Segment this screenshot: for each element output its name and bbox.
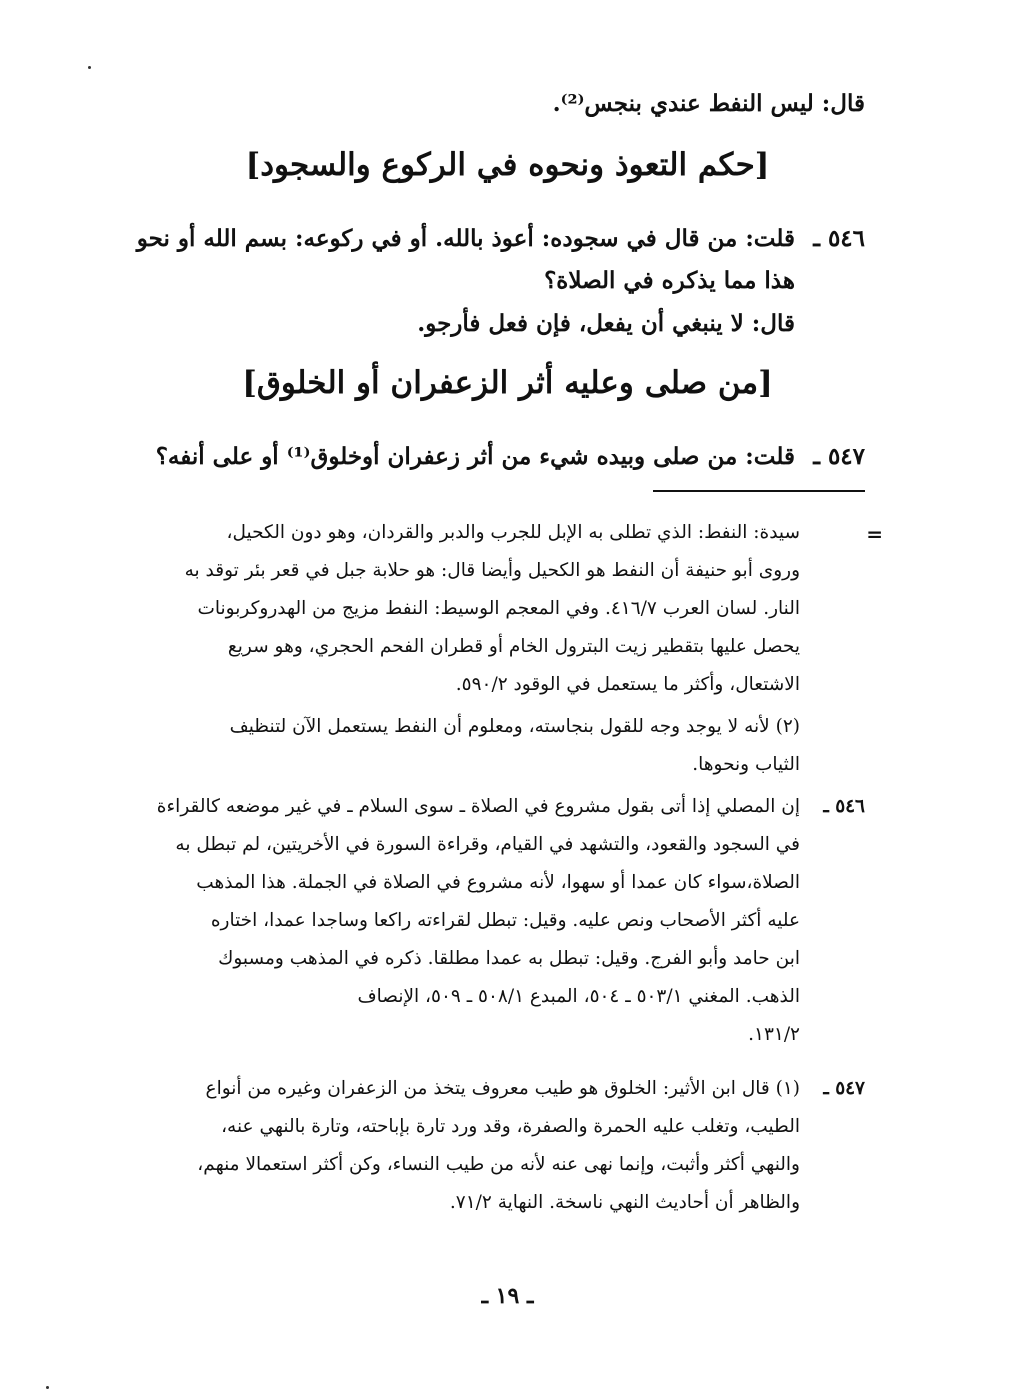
footnote-line: الصلاة،سواء كان عمدا أو سهوا، لأنه مشروع في الصلاة في الجملة. هذا المذهب [196, 872, 800, 893]
question-line-547: قلت: من صلى وبيده شيء من أثر زعفران أوخلوق⁽¹⁾ أو على أنفه؟ [155, 443, 795, 470]
section-heading-2: [من صلى وعليه أثر الزعفران أو الخلوق] [242, 365, 773, 401]
footnote-line: ابن حامد وأبو الفرج. وقيل: تبطل به عمدا مطلقا. ذكره في المذهب ومسبوك [218, 948, 800, 969]
scan-speck [88, 66, 91, 69]
footnote-number-547: ٥٤٧ ـ [823, 1078, 865, 1099]
footnote-line: الطيب، وتغلب عليه الحمرة والصفرة، وقد ورد تارة بإباحته، وتارة بالنهي عنه، [221, 1116, 800, 1137]
footnote-line: إن المصلي إذا أتى بقول مشروع في الصلاة ـ سوى السلام ـ في غير موضعه كالقراءة [156, 796, 800, 817]
footnote-line: عليه أكثر الأصحاب ونص عليه. وقيل: تبطل لقراءته راكعا وساجدا عمدا، اختاره [210, 910, 800, 931]
footnote-line: النار. لسان العرب ٤١٦/٧. وفي المعجم الوسيط: النفط مزيج من الهدروكربونات [197, 598, 800, 619]
question-line-1: قلت: من قال في سجوده: أعوذ بالله. أو في ركوعه: بسم الله أو نحو [136, 225, 795, 252]
section-heading-1: [حكم التعوذ ونحوه في الركوع والسجود] [245, 147, 770, 183]
footnote-line: الذهب. المغني ٥٠٣/١ ـ ٥٠٤، المبدع ٥٠٨/١ ـ ٥٠٩، الإنصاف [357, 986, 800, 1007]
footnote-line: ١٣١/٢. [748, 1024, 800, 1045]
question-number-546: ٥٤٦ ـ [813, 225, 865, 252]
question-line-2: هذا مما يذكره في الصلاة؟ [544, 267, 795, 294]
footnote-line: والنهي أكثر وأثبت، وإنما نهى عنه لأنه من طيب النساء، وكن أكثر استعمالا منهم، [197, 1154, 800, 1175]
footnote-line: سيدة: النفط: الذي تطلى به الإبل للجرب والدبر والقردان، وهو دون الكحيل، [226, 522, 800, 543]
footnote-line: والظاهر أن أحاديث النهي ناسخة. النهاية ٧١/٢. [449, 1192, 800, 1213]
footnote-line: وروى أبو حنيفة أن النفط هو الكحيل وأيضا قال: هو حلابة جبل في قعر بئر توقد به [184, 560, 800, 581]
page-number: ـ ١٩ ـ [481, 1283, 534, 1309]
footnote-line: الاشتعال، وأكثر ما يستعمل في الوقود ٥٩٠/٢. [455, 674, 800, 695]
question-number-547: ٥٤٧ ـ [813, 443, 865, 470]
footnote-line: يحصل عليها بتقطير زيت البترول الخام أو قطران الفحم الحجري، وهو سريع [227, 636, 800, 657]
footnote-separator [653, 490, 865, 492]
footnote-line: (١) قال ابن الأثير: الخلوق هو طيب معروف يتخذ من الزعفران وغيره من أنواع [205, 1078, 800, 1099]
footnote-line: (٢) لأنه لا يوجد وجه للقول بنجاسته، ومعلوم أن النفط يستعمل الآن لتنظيف [229, 716, 800, 737]
continuation-mark: = [866, 522, 883, 546]
answer-line: قال: ليس النفط عندي بنجس⁽²⁾. [552, 90, 865, 117]
footnote-number-546: ٥٤٦ ـ [823, 796, 865, 817]
footnote-line: الثياب ونحوها. [692, 754, 800, 775]
answer-line-546: قال: لا ينبغي أن يفعل، فإن فعل فأرجو. [417, 310, 795, 337]
scan-speck [46, 1386, 49, 1389]
footnote-line: في السجود والقعود، والتشهد في القيام، وقراءة السورة في الأخريتين، لم تبطل به [175, 834, 800, 855]
